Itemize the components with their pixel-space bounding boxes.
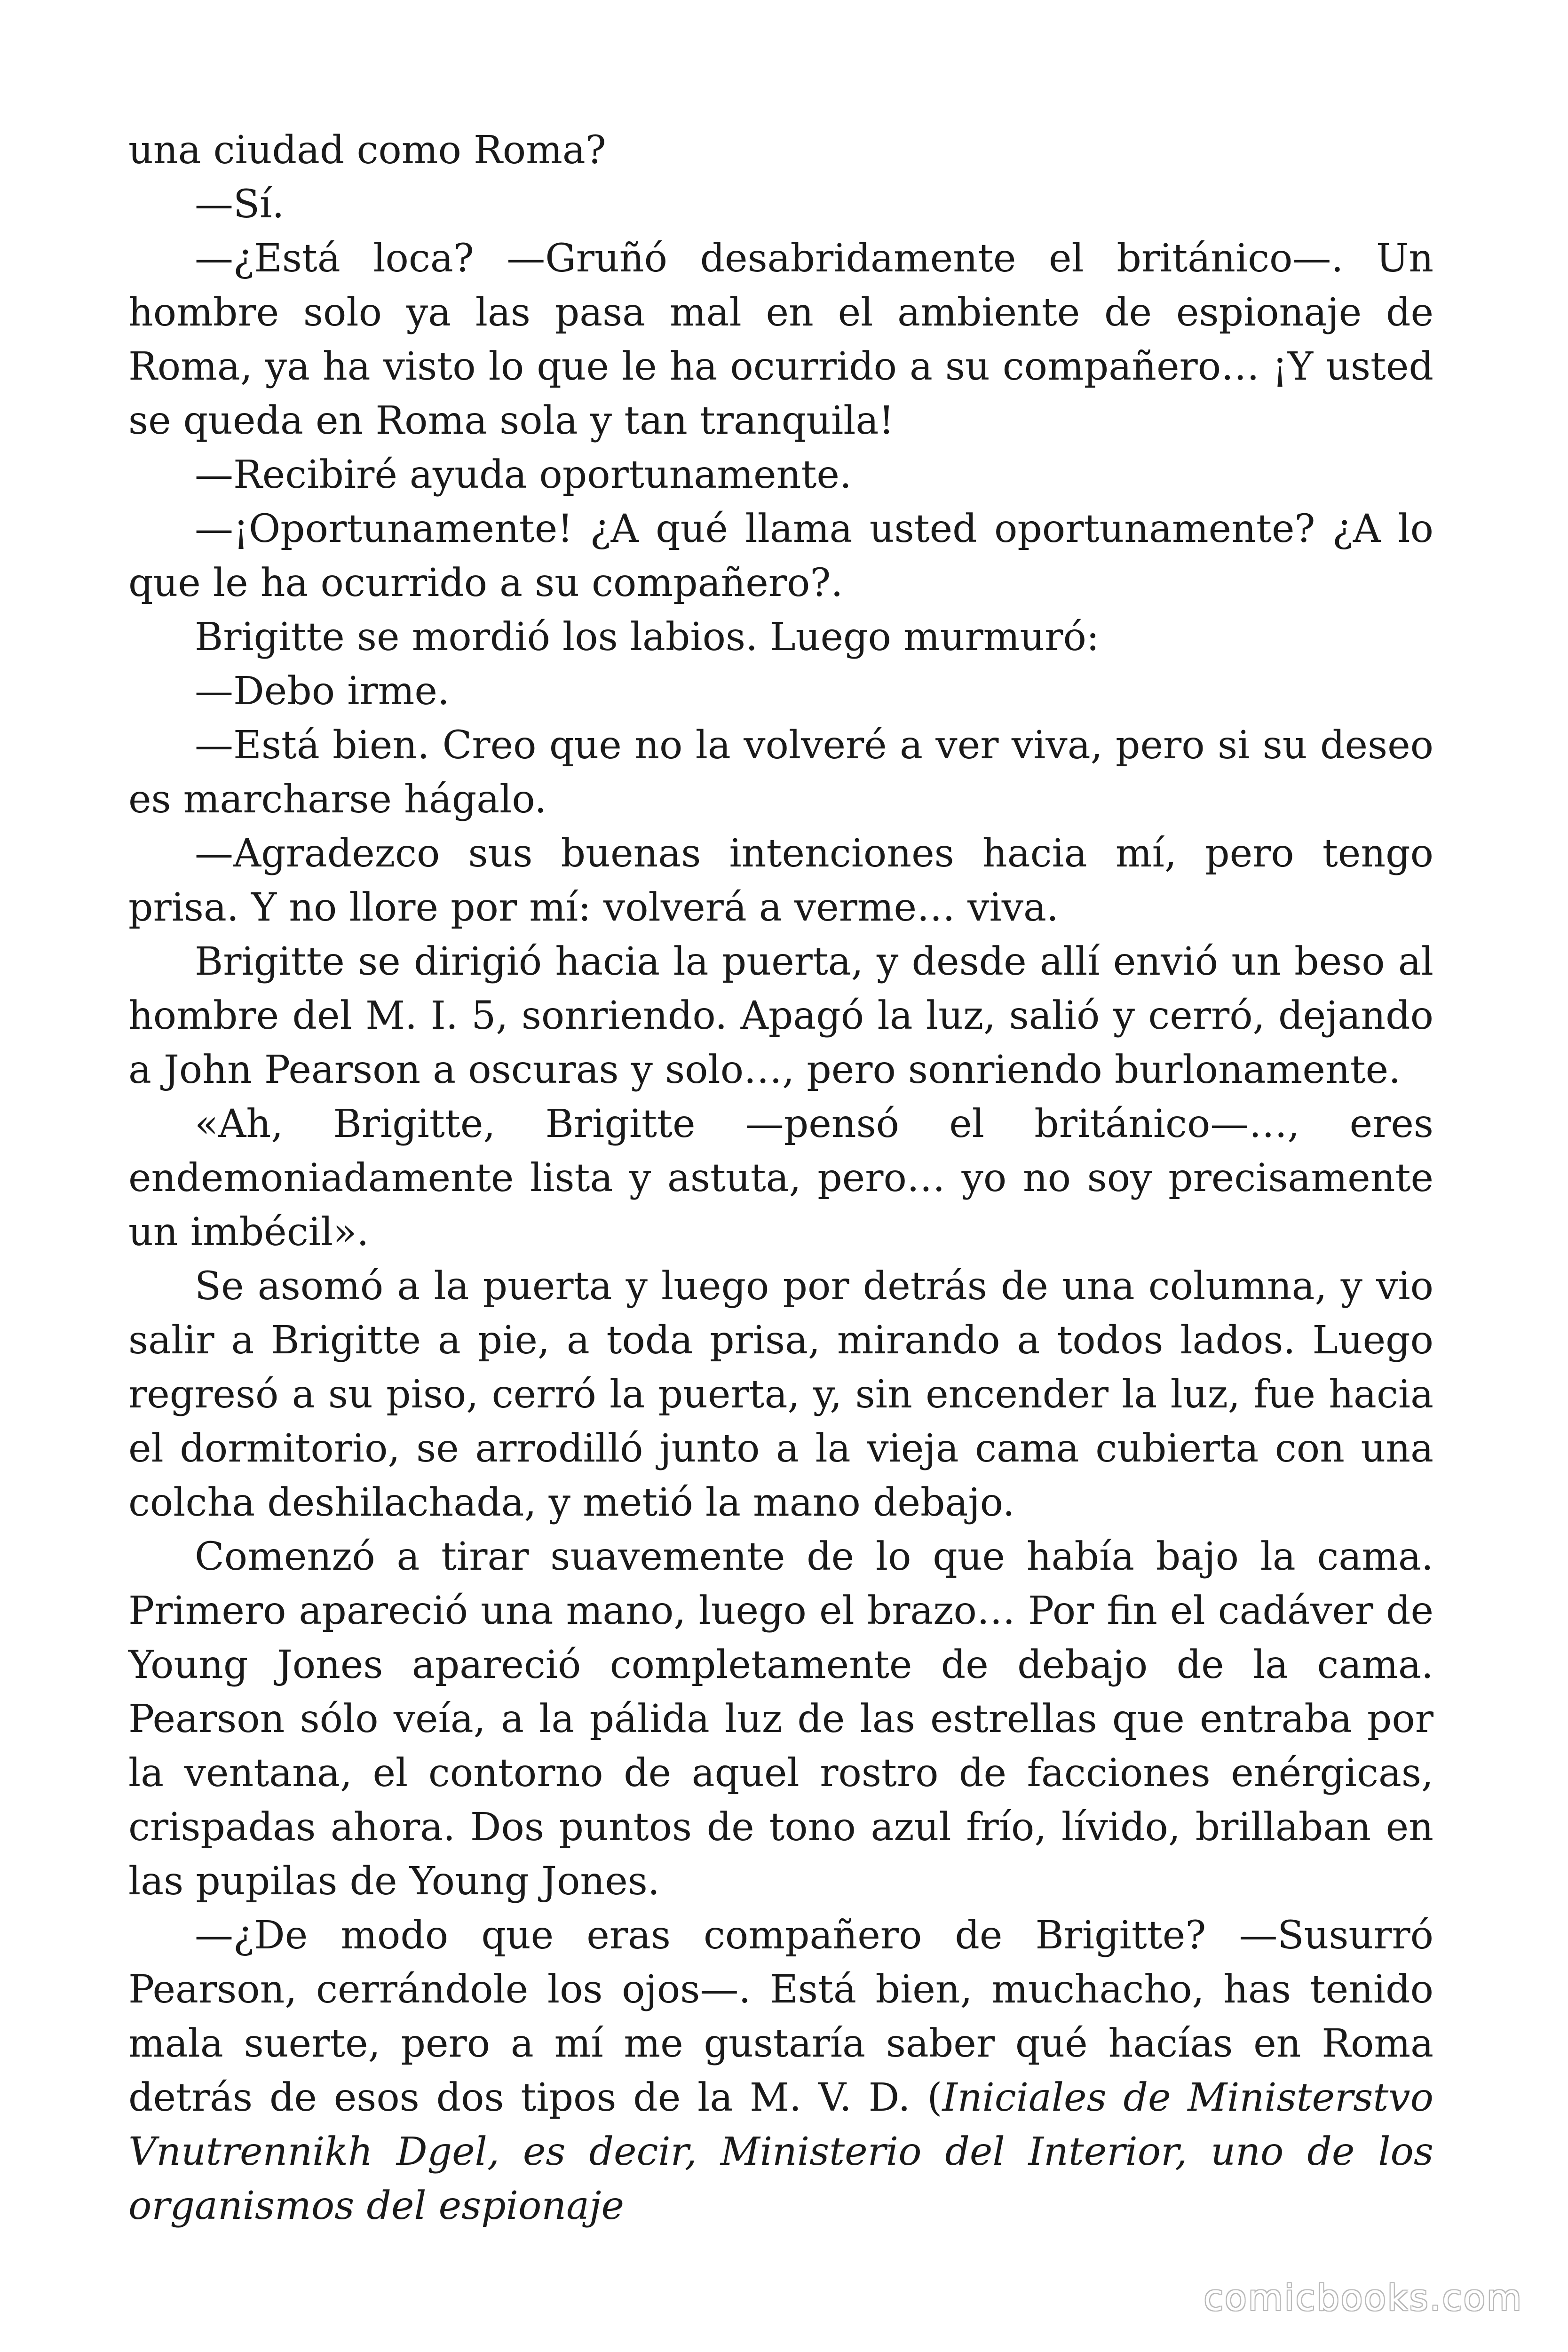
paragraph-last-italic-note: Iniciales de Ministerstvo Vnutrennikh Dgel, es decir, Ministerio del Interior, uno de los organismos del espionaje xyxy=(128,2075,1433,2228)
paragraph: —¿Está loca? —Gruñó desabridamente el británico—. Un hombre solo ya las pasa mal en el ambiente de espionaje de Roma, ya ha visto lo que le ha ocurrido a su compañero… ¡Y usted se queda en Roma sola y tan tranquila! xyxy=(128,236,1433,443)
paragraph: —Está bien. Creo que no la volveré a ver viva, pero si su deseo es marcharse hágalo. xyxy=(128,723,1433,822)
paragraph-last-text: —¿De modo que eras compañero de Brigitte? —Susurró Pearson, cerrándole los ojos—. Está bien, muchacho, has tenido mala suerte, pero a mí me gustaría saber qué hacías en Roma detrás de esos dos tipos de la M. V. D. ( xyxy=(128,1913,1433,2120)
paragraph-last xyxy=(128,1908,1433,2233)
paragraph: una ciudad como Roma? xyxy=(128,128,606,173)
paragraph: Se asomó a la puerta y luego por detrás de una columna, y vio salir a Brigitte a pie, a toda prisa, mirando a todos lados. Luego regresó a su piso, cerró la puerta, y, sin encender la luz, fue hacia el dormitorio, se arrodilló junto a la vieja cama cubierta con una colcha deshilachada, y metió la mano debajo. xyxy=(128,1264,1433,1525)
paragraph: «Ah, Brigitte, Brigitte —pensó el británico—…, eres endemoniadamente lista y astuta, pero… yo no soy precisamente un imbécil». xyxy=(128,1102,1433,1255)
paragraph: —Recibiré ayuda oportunamente. xyxy=(195,453,852,497)
paragraph: Comenzó a tirar suavemente de lo que había bajo la cama. Primero apareció una mano, luego el brazo… Por fin el cadáver de Young Jones apareció completamente de debajo de la cama. Pearson sólo veía, a la pálida luz de las estrellas que entraba por la ventana, el contorno de aquel rostro de facciones enérgicas, crispadas ahora. Dos puntos de tono azul frío, lívido, brillaban en las pupilas de Young Jones. xyxy=(128,1534,1433,1904)
paragraph: Brigitte se dirigió hacia la puerta, y desde allí envió un beso al hombre del M. I. 5, sonriendo. Apagó la luz, salió y cerró, dejando a John Pearson a oscuras y solo…, pero sonriendo burlonamente. xyxy=(128,939,1433,1092)
watermark-logo: comicbooks.com xyxy=(1204,2277,1523,2319)
paragraph: Brigitte se mordió los labios. Luego murmuró: xyxy=(195,615,1100,660)
paragraph: —Sí. xyxy=(195,182,285,227)
paragraph: —Agradezco sus buenas intenciones hacia mí, pero tengo prisa. Y no llore por mí: volverá a verme… viva. xyxy=(128,831,1433,930)
paragraph: —Debo irme. xyxy=(195,669,450,714)
paragraph: —¡Oportunamente! ¿A qué llama usted oportunamente? ¿A lo que le ha ocurrido a su compañero?. xyxy=(128,507,1433,605)
book-page-text xyxy=(128,123,1433,2233)
